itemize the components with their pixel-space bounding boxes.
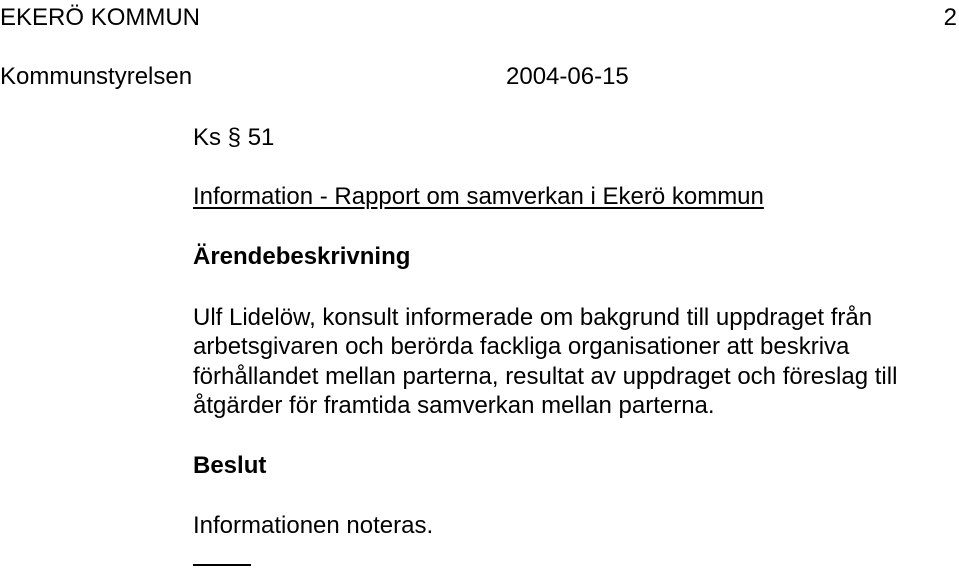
committee-name: Kommunstyrelsen <box>0 63 193 90</box>
decision-heading: Beslut <box>193 452 267 479</box>
paragraph-reference: Ks § 51 <box>193 124 275 151</box>
description-line: Ulf Lidelöw, konsult informerade om bakgrund till uppdraget från <box>193 304 873 331</box>
description-body <box>193 303 953 420</box>
description-heading: Ärendebeskrivning <box>193 243 411 270</box>
item-title: Information - Rapport om samverkan i Ekerö kommun <box>193 183 764 210</box>
description-line: åtgärder för framtida samverkan mellan parterna. <box>193 391 715 419</box>
description-line: förhållandet mellan parterna, resultat av uppdraget och föreslag till <box>193 362 898 390</box>
description-line: arbetsgivaren och berörda fackliga organisationer att beskriva <box>193 333 850 361</box>
meeting-date: 2004-06-15 <box>506 63 629 90</box>
end-rule <box>193 564 251 566</box>
decision-text: Informationen noteras. <box>193 512 434 539</box>
page-number: 2 <box>943 4 957 31</box>
organization-name: EKERÖ KOMMUN <box>0 4 201 31</box>
